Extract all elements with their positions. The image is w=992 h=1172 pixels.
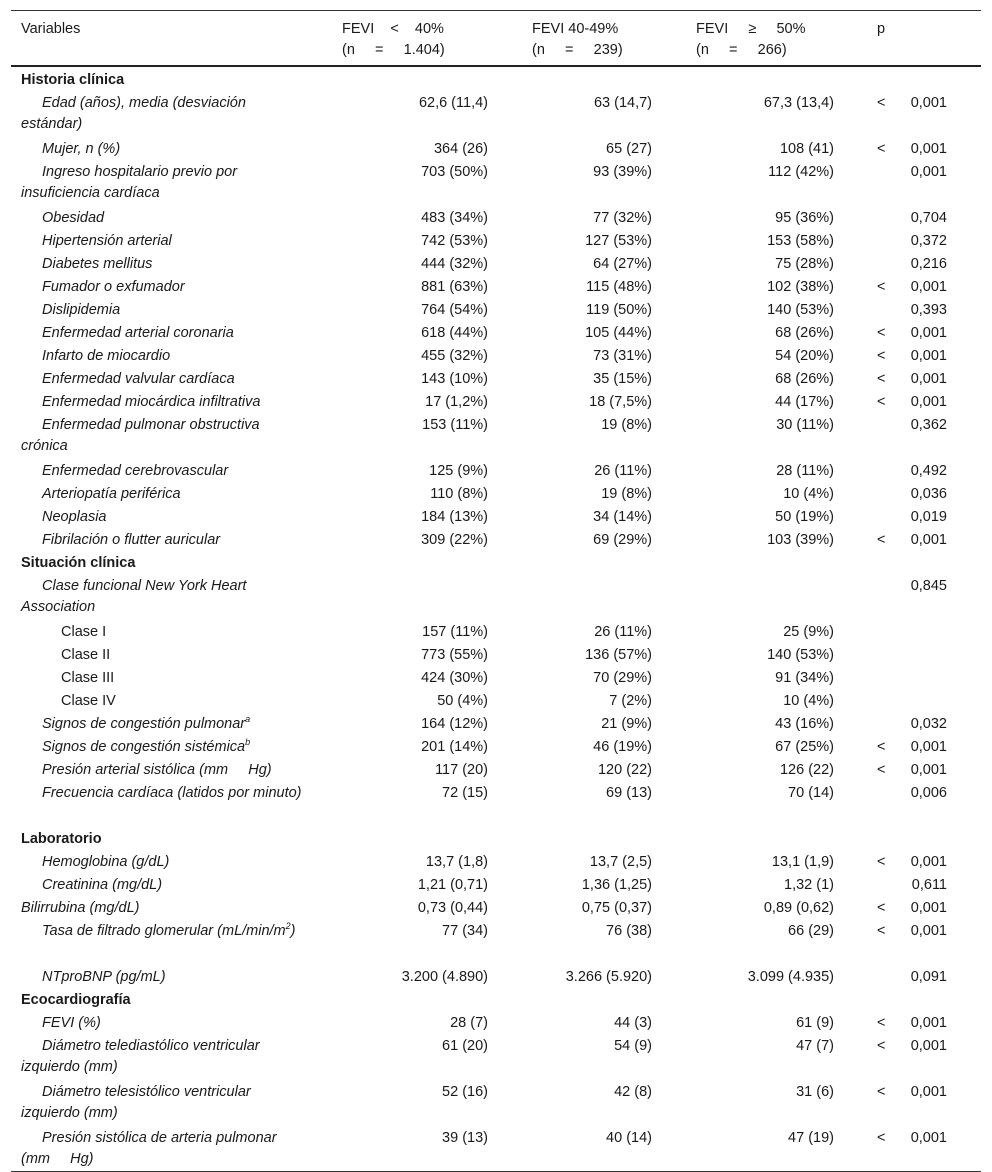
table-row (11, 343, 981, 366)
row-label: Enfermedad cerebrovascular (42, 463, 229, 479)
cell-fevi-mid: 65 (27) (606, 141, 652, 157)
cell-fevi-mid: 105 (44%) (585, 325, 652, 341)
cell-p-value: 0,001 (910, 394, 947, 410)
table-row (11, 481, 981, 504)
cell-p-operator: < (877, 394, 886, 410)
cell-fevi-low: 50 (4%) (437, 693, 488, 709)
header-variables: Variables (21, 21, 81, 37)
cell-fevi-high: 67,3 (13,4) (763, 95, 834, 111)
cell-fevi-mid: 21 (9%) (601, 716, 652, 732)
header-col-fevi-high: FEVI ≥ 50% (n = 266) (696, 21, 806, 58)
cell-fevi-high: 67 (25%) (775, 739, 834, 755)
cell-fevi-mid: 69 (13) (606, 785, 652, 801)
row-label: Infarto de miocardio (42, 348, 171, 364)
cell-p-value: 0,216 (910, 256, 947, 272)
cell-p-operator: < (877, 854, 886, 870)
cell-fevi-mid: 93 (39%) (593, 164, 652, 180)
table-row (11, 412, 981, 458)
table-row (11, 918, 981, 964)
cell-p-value: 0,001 (910, 1130, 947, 1146)
cell-fevi-high: 70 (14) (788, 785, 834, 801)
cell-p-value: 0,001 (910, 348, 947, 364)
cell-fevi-high: 47 (7) (796, 1038, 834, 1054)
cell-fevi-low: 72 (15) (442, 785, 488, 801)
row-label: FEVI (%) (42, 1015, 101, 1031)
section-label: Situación clínica (21, 555, 136, 571)
table-row (11, 619, 981, 642)
cell-fevi-high: 50 (19%) (775, 509, 834, 525)
cell-p-value: 0,372 (910, 233, 947, 249)
row-label: Frecuencia cardíaca (latidos por minuto) (42, 785, 302, 801)
table-row (11, 228, 981, 251)
cell-fevi-mid: 63 (14,7) (593, 95, 652, 111)
cell-fevi-mid: 119 (50%) (586, 302, 652, 318)
cell-fevi-high: 126 (22) (779, 762, 834, 778)
cell-p-value: 0,001 (910, 923, 947, 939)
cell-p-value: 0,006 (910, 785, 947, 801)
cell-fevi-low: 125 (9%) (429, 463, 488, 479)
cell-p-operator: < (877, 923, 886, 939)
cell-fevi-mid: 18 (7,5%) (589, 394, 652, 410)
row-label: Clase IV (61, 693, 116, 709)
table-row (11, 573, 981, 619)
row-label: Edad (años), media (desviación estándar) (21, 95, 250, 132)
cell-fevi-mid: 76 (38) (606, 923, 652, 939)
row-label: Signos de congestión pulmonar$^a$ (42, 714, 251, 732)
row-label: NTproBNP (pg/mL) (42, 969, 166, 985)
cell-fevi-mid: 26 (11%) (594, 463, 652, 479)
table-row (11, 849, 981, 872)
cell-fevi-mid: 19 (8%) (601, 417, 652, 433)
table-row (11, 297, 981, 320)
cell-fevi-mid: 1,36 (1,25) (581, 877, 652, 893)
section-row (11, 550, 981, 573)
cell-fevi-mid: 42 (8) (614, 1084, 652, 1100)
cell-fevi-low: 39 (13) (442, 1130, 488, 1146)
cell-p-value: 0,393 (910, 302, 947, 318)
cell-p-value: 0,001 (910, 371, 947, 387)
row-label: Clase funcional New York Heart Association (21, 578, 250, 615)
cell-fevi-low: 742 (53%) (421, 233, 488, 249)
table-row (11, 320, 981, 343)
cell-fevi-mid: 69 (29%) (593, 532, 652, 548)
data-table (11, 10, 981, 1172)
row-label: Mujer, n (%) (42, 141, 121, 157)
cell-fevi-high: 61 (9) (796, 1015, 834, 1031)
cell-fevi-low: 618 (44%) (421, 325, 488, 341)
cell-fevi-low: 455 (32%) (421, 348, 488, 364)
cell-p-value: 0,001 (910, 141, 947, 157)
table-row (11, 90, 981, 136)
row-label: Enfermedad miocárdica infiltrativa (42, 394, 261, 410)
cell-fevi-low: 424 (30%) (421, 670, 488, 686)
cell-p-value: 0,001 (910, 1015, 947, 1031)
cell-fevi-high: 47 (19) (788, 1130, 834, 1146)
cell-fevi-high: 28 (11%) (776, 463, 834, 479)
cell-p-value: 0,001 (910, 1038, 947, 1054)
cell-p-operator: < (877, 325, 886, 341)
cell-fevi-high: 54 (20%) (775, 348, 834, 364)
row-label: Obesidad (42, 210, 105, 226)
table-row (11, 964, 981, 987)
cell-p-operator: < (877, 532, 886, 548)
footnote-marker: a (245, 714, 251, 725)
cell-p-value: 0,001 (910, 164, 947, 180)
section-label: Laboratorio (21, 831, 102, 847)
cell-fevi-high: 75 (28%) (775, 256, 834, 272)
cell-fevi-high: 1,32 (1) (784, 877, 834, 893)
table-row (11, 688, 981, 711)
table-row (11, 136, 981, 159)
header-col-fevi-low: FEVI < 40% (n = 1.404) (342, 21, 445, 58)
cell-fevi-mid: 44 (3) (614, 1015, 652, 1031)
table-row (11, 757, 981, 780)
cell-fevi-mid: 70 (29%) (593, 670, 652, 686)
cell-fevi-low: 1,21 (0,71) (417, 877, 488, 893)
row-label: Neoplasia (42, 509, 107, 525)
cell-p-operator: < (877, 348, 886, 364)
table-row (11, 1125, 981, 1171)
cell-fevi-high: 68 (26%) (775, 371, 834, 387)
cell-fevi-mid: 3.266 (5.920) (565, 969, 652, 985)
cell-fevi-low: 28 (7) (450, 1015, 488, 1031)
table-row (11, 1010, 981, 1033)
cell-fevi-mid: 127 (53%) (585, 233, 652, 249)
cell-p-value: 0,032 (910, 716, 947, 732)
cell-p-value: 0,001 (910, 854, 947, 870)
row-label: Presión arterial sistólica (mm Hg) (42, 762, 272, 778)
row-label: Clase III (61, 670, 115, 686)
cell-p-value: 0,001 (910, 1084, 947, 1100)
cell-p-value: 0,492 (910, 463, 947, 479)
table-header (11, 10, 981, 67)
cell-fevi-mid: 13,7 (2,5) (589, 854, 652, 870)
cell-fevi-low: 764 (54%) (421, 302, 488, 318)
row-label: Clase II (61, 647, 111, 663)
cell-fevi-mid: 120 (22) (597, 762, 652, 778)
cell-fevi-low: 157 (11%) (422, 624, 488, 640)
row-label: Creatinina (mg/dL) (42, 877, 163, 893)
cell-p-value: 0,001 (910, 325, 947, 341)
row-label: Diámetro telesistólico ventricular izquierdo (mm) (21, 1084, 255, 1121)
table-row (11, 711, 981, 734)
section-row (11, 987, 981, 1010)
row-label: Fibrilación o flutter auricular (42, 532, 221, 548)
table-row (11, 159, 981, 205)
cell-fevi-low: 773 (55%) (421, 647, 488, 663)
cell-fevi-high: 95 (36%) (775, 210, 834, 226)
table-row (11, 274, 981, 297)
row-label: Arteriopatía periférica (42, 486, 181, 502)
cell-fevi-low: 309 (22%) (421, 532, 488, 548)
cell-fevi-low: 13,7 (1,8) (425, 854, 488, 870)
cell-fevi-high: 10 (4%) (783, 486, 834, 502)
cell-fevi-mid: 136 (57%) (585, 647, 652, 663)
cell-fevi-low: 0,73 (0,44) (417, 900, 488, 916)
cell-fevi-high: 153 (58%) (767, 233, 834, 249)
cell-fevi-high: 66 (29) (788, 923, 834, 939)
row-label: Tasa de filtrado glomerular $(mL/\min/m^2)$ (42, 921, 296, 939)
cell-fevi-mid: 26 (11%) (594, 624, 652, 640)
row-label: Hipertensión arterial (42, 233, 172, 249)
cell-fevi-high: 140 (53%) (767, 647, 834, 663)
cell-fevi-high: 102 (38%) (767, 279, 834, 295)
row-label: Dislipidemia (42, 302, 121, 318)
cell-fevi-mid: 40 (14) (606, 1130, 652, 1146)
cell-fevi-high: 3.099 (4.935) (747, 969, 834, 985)
cell-fevi-low: 117 (20) (435, 762, 488, 778)
cell-fevi-high: 0,89 (0,62) (763, 900, 834, 916)
cell-p-operator: < (877, 1084, 886, 1100)
row-label: Clase I (61, 624, 107, 640)
row-label: Bilirrubina (mg/dL) (21, 900, 140, 916)
table-row (11, 527, 981, 550)
cell-fevi-low: 110 (8%) (430, 486, 488, 502)
table-row (11, 780, 981, 826)
row-label: Presión sistólica de arteria pulmonar (mm Hg) (21, 1130, 281, 1167)
cell-fevi-mid: 64 (27%) (593, 256, 652, 272)
header-p: p (877, 21, 886, 37)
table-row (11, 642, 981, 665)
table-row (11, 872, 981, 895)
cell-fevi-mid: 19 (8%) (601, 486, 652, 502)
section-label: Ecocardiografía (21, 992, 131, 1008)
cell-fevi-low: 881 (63%) (421, 279, 488, 295)
row-label: Hemoglobina (g/dL) (42, 854, 170, 870)
table-row (11, 366, 981, 389)
cell-fevi-low: 444 (32%) (421, 256, 488, 272)
cell-p-value: 0,019 (910, 509, 947, 525)
cell-p-value: 0,001 (910, 95, 947, 111)
cell-fevi-high: 91 (34%) (775, 670, 834, 686)
cell-fevi-low: 17 (1,2%) (425, 394, 488, 410)
cell-fevi-low: 62,6 (11,4) (418, 95, 488, 111)
table-row (11, 734, 981, 757)
cell-fevi-low: 77 (34) (442, 923, 488, 939)
cell-p-value: 0,001 (910, 900, 947, 916)
row-label: Fumador o exfumador (42, 279, 185, 295)
section-row (11, 826, 981, 849)
section-label: Historia clínica (21, 72, 125, 88)
cell-fevi-low: 201 (14%) (421, 739, 488, 755)
cell-fevi-mid: 115 (48%) (586, 279, 652, 295)
cell-fevi-mid: 34 (14%) (593, 509, 652, 525)
table-body (11, 67, 981, 1171)
section-row (11, 67, 981, 90)
cell-fevi-low: 52 (16) (442, 1084, 488, 1100)
cell-fevi-low: 61 (20) (442, 1038, 488, 1054)
footnote-marker: 2 (285, 921, 291, 932)
cell-fevi-mid: 54 (9) (614, 1038, 652, 1054)
cell-p-operator: < (877, 1130, 886, 1146)
cell-fevi-low: 164 (12%) (421, 716, 488, 732)
cell-fevi-mid: 77 (32%) (593, 210, 652, 226)
row-label: Signos de congestión sistémica$^b$ (42, 737, 251, 755)
cell-fevi-mid: 46 (19%) (593, 739, 652, 755)
cell-fevi-high: 30 (11%) (776, 417, 834, 433)
cell-fevi-high: 108 (41) (779, 141, 834, 157)
cell-p-value: 0,845 (910, 578, 947, 594)
cell-fevi-low: 703 (50%) (421, 164, 488, 180)
cell-p-operator: < (877, 762, 886, 778)
footnote-marker: b (245, 737, 251, 748)
table-row (11, 389, 981, 412)
cell-fevi-low: 153 (11%) (422, 417, 488, 433)
cell-p-operator: < (877, 371, 886, 387)
cell-fevi-low: 483 (34%) (421, 210, 488, 226)
cell-fevi-high: 13,1 (1,9) (771, 854, 834, 870)
cell-p-operator: < (877, 95, 886, 111)
row-label: Enfermedad valvular cardíaca (42, 371, 235, 387)
table-row (11, 251, 981, 274)
table-row (11, 458, 981, 481)
cell-fevi-high: 25 (9%) (783, 624, 834, 640)
cell-p-value: 0,001 (910, 739, 947, 755)
cell-p-value: 0,362 (910, 417, 947, 433)
cell-fevi-high: 31 (6) (796, 1084, 834, 1100)
table-row (11, 665, 981, 688)
cell-fevi-low: 184 (13%) (421, 509, 488, 525)
cell-fevi-high: 103 (39%) (767, 532, 834, 548)
row-label: Enfermedad arterial coronaria (42, 325, 234, 341)
cell-fevi-mid: 0,75 (0,37) (581, 900, 652, 916)
row-label: Ingreso hospitalario previo por insuficiencia cardíaca (21, 164, 242, 201)
cell-p-operator: < (877, 739, 886, 755)
table-row (11, 205, 981, 228)
cell-p-operator: < (877, 900, 886, 916)
cell-p-operator: < (877, 1038, 886, 1054)
row-label: Diámetro telediastólico ventricular izquierdo (mm) (21, 1038, 264, 1075)
cell-p-operator: < (877, 279, 886, 295)
cell-p-value: 0,704 (910, 210, 947, 226)
cell-p-value: 0,036 (910, 486, 947, 502)
cell-p-operator: < (877, 141, 886, 157)
cell-fevi-high: 44 (17%) (775, 394, 834, 410)
table-row (11, 504, 981, 527)
row-label: Enfermedad pulmonar obstructiva crónica (21, 417, 264, 454)
table-row (11, 895, 981, 918)
cell-fevi-low: 143 (10%) (421, 371, 488, 387)
cell-p-value: 0,001 (910, 532, 947, 548)
table-row (11, 1079, 981, 1125)
cell-p-value: 0,611 (911, 877, 947, 893)
cell-fevi-mid: 73 (31%) (593, 348, 652, 364)
row-label: Diabetes mellitus (42, 256, 153, 272)
cell-fevi-high: 140 (53%) (767, 302, 834, 318)
cell-p-value: 0,091 (910, 969, 947, 985)
cell-fevi-high: 43 (16%) (775, 716, 834, 732)
cell-fevi-high: 68 (26%) (775, 325, 834, 341)
cell-fevi-high: 10 (4%) (783, 693, 834, 709)
cell-fevi-mid: 7 (2%) (609, 693, 652, 709)
cell-fevi-mid: 35 (15%) (593, 371, 652, 387)
header-col-fevi-mid: FEVI 40-49% (n = 239) (532, 21, 623, 58)
cell-p-operator: < (877, 1015, 886, 1031)
cell-p-value: 0,001 (910, 762, 947, 778)
table-row (11, 1033, 981, 1079)
cell-fevi-low: 3.200 (4.890) (401, 969, 488, 985)
cell-p-value: 0,001 (910, 279, 947, 295)
cell-fevi-high: 112 (42%) (768, 164, 834, 180)
cell-fevi-low: 364 (26) (433, 141, 488, 157)
